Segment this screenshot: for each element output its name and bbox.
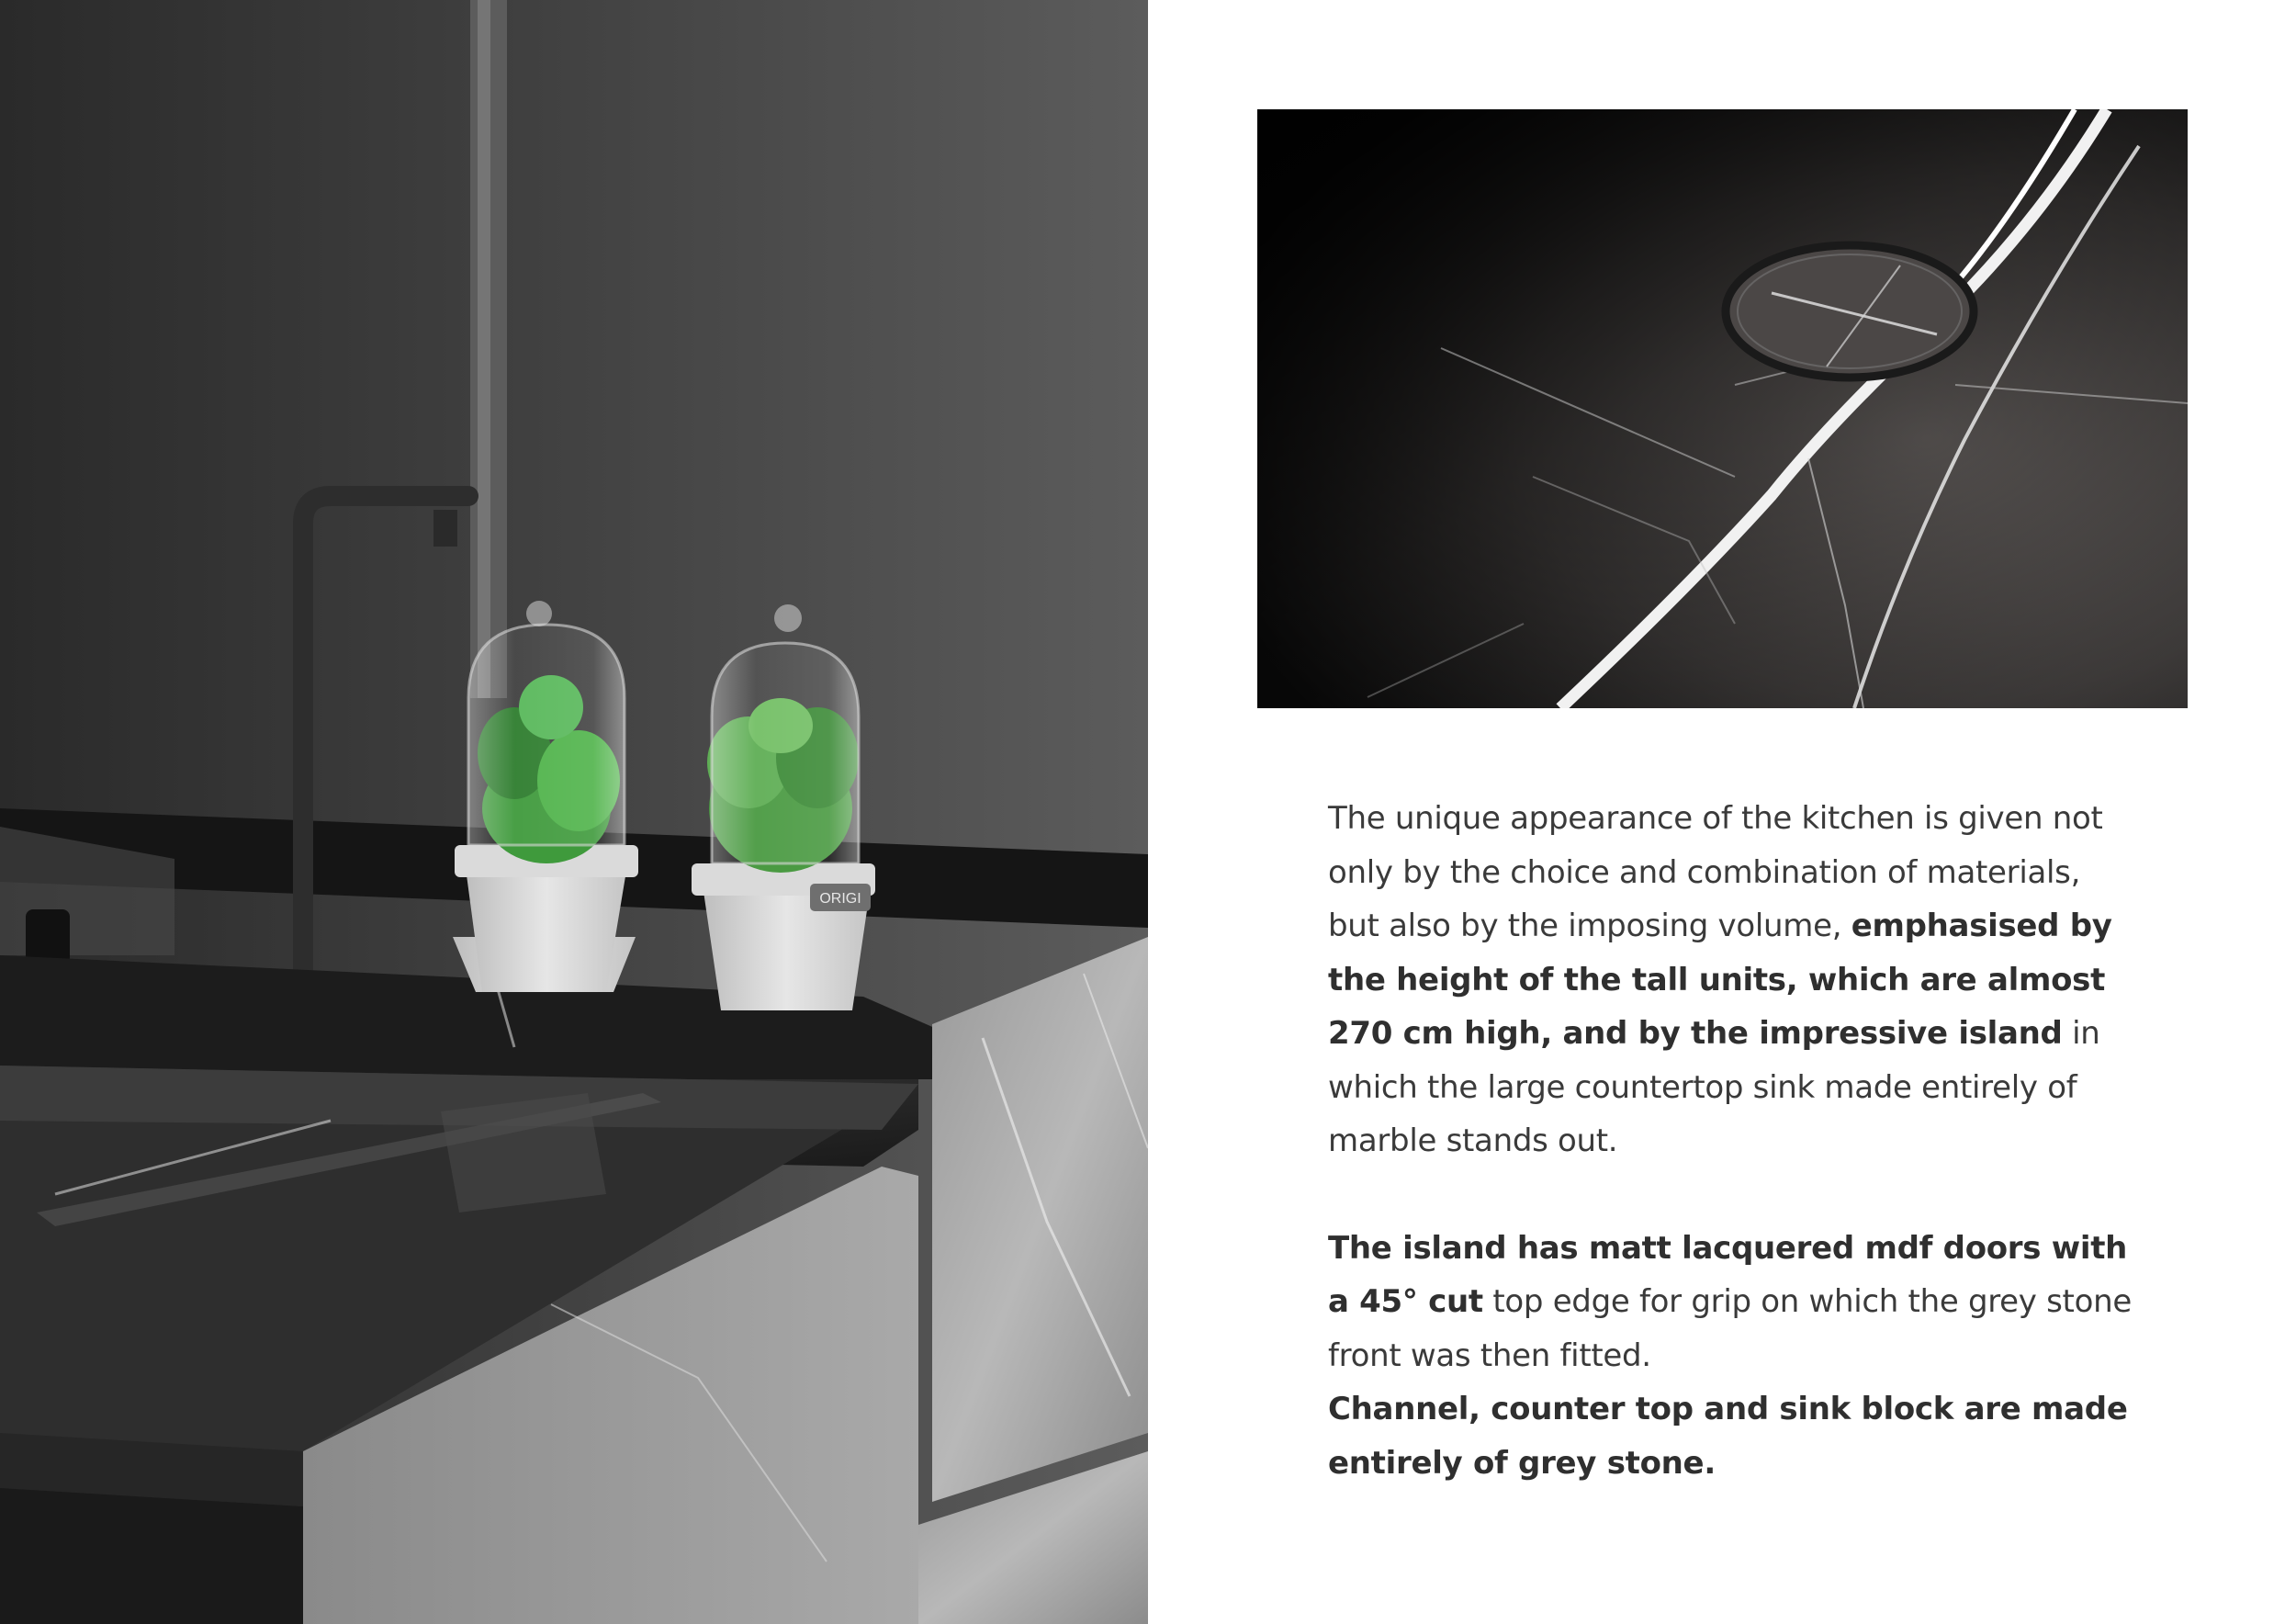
paragraph-1-text-end: in which the large countertop sink made entirely of marble stands out.: [1328, 1015, 2100, 1159]
pot-label: ORIGI: [819, 891, 861, 907]
paragraph-1-text: The unique appearance of the kitchen is given not only by the choice and combination of materials, but also by the imposing volume,: [1328, 800, 2103, 944]
marble-illustration: [1257, 109, 2188, 708]
paragraph-3-bold: Channel, counter top and sink block are made entirely of grey stone.: [1328, 1391, 2128, 1482]
paragraph-1-bold: emphasised by the height of the tall units, which are almost 270 cm high, and by the impressive island: [1328, 908, 2112, 1052]
paragraph-volume: [1328, 792, 2136, 1168]
herb-pot-left: [453, 601, 638, 992]
description-text: [1328, 792, 2136, 1490]
paragraph-island: [1328, 1222, 2136, 1383]
paragraph-materials: [1328, 1382, 2136, 1490]
paragraph-2-bold: The island has matt lacquered mdf doors with a 45° cut: [1328, 1229, 2128, 1320]
marble-drain-photo: [1257, 109, 2188, 708]
paragraph-2-text: top edge for grip on which the grey stone front was then fitted.: [1328, 1283, 2132, 1374]
